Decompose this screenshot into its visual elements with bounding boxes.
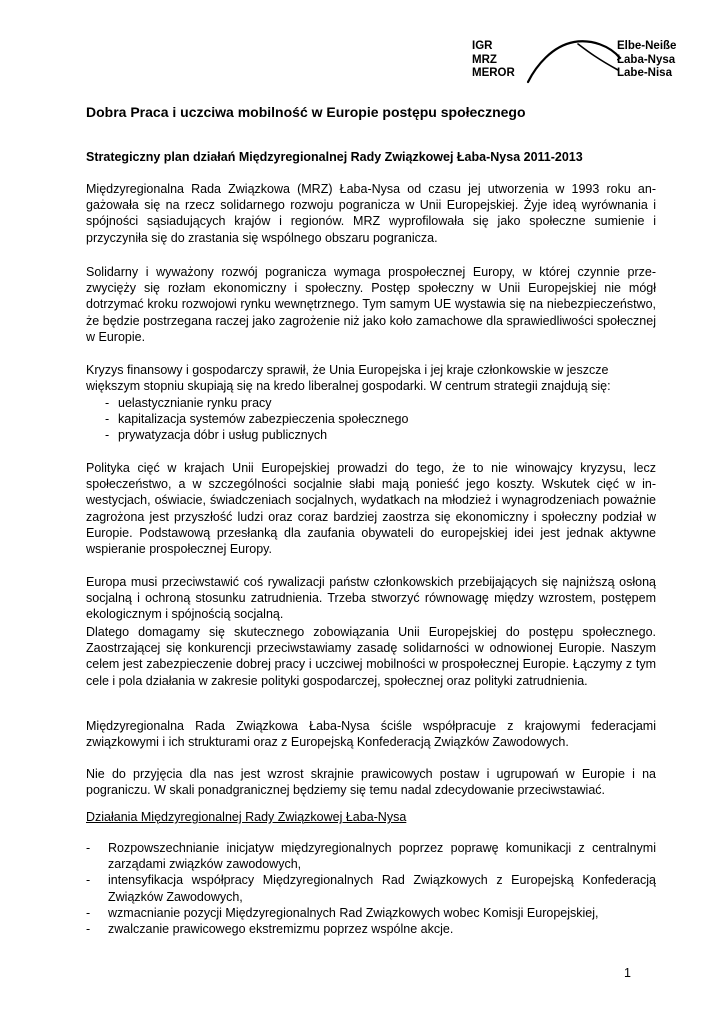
dash-bullet: - [105,396,110,410]
list-item [86,872,656,904]
logo-right-line-2: Łaba-Nysa [617,53,676,66]
list-item-text: intensyfikacja współpracy Międzyregionalnych Rad Związkowych z Europejską Konfederacją Związków Zawodowych, [108,873,656,904]
paragraph-4: Polityka cięć w krajach Unii Europejskiej prowadzi do tego, że to nie winowajcy kryzysu, lecz społeczeństwo, a w szczególności socjalnie słabi mają ponieść jego koszty. Wskutek cięć w inwestycjach, oświacie, świadczeniach socjalnych, wydatkach na młodzież i wynagrodzeniach poważnie zagrożona jest przyszłość ludzi oraz coraz bardziej zaostrza się ekonomiczny i społeczny podział w Europie. Podstawową przesłanką dla zaufania obywateli do europejskiej idei jest jednak aktywne wspieranie prospołecznej Europy. [86,461,656,557]
list-item [86,840,656,872]
paragraph-8: Nie do przyjęcia dla nas jest wzrost skrajnie prawicowych postaw i ugrupowań w Europie i na pograniczu. W skali ponadgranicznej będziemy się temu nadal zdecydowanie przeciwstawiać. [86,767,656,798]
dash-bullet: - [86,873,91,888]
list-item [86,395,656,411]
document-subtitle: Strategiczny plan działań Międzyregionalnej Rady Związkowej Łaba-Nysa 2011-2013 [86,150,583,164]
paragraph-5: Europa musi przeciwstawić coś rywalizacji państw członkowskich przebijających się najniższą osłoną socjalną i ochroną stosunku zatrudnienia. Trzeba stworzyć równowagę między wzrostem, postępem ekologicznym i spójnością socjalną. [86,575,656,622]
dash-bullet: - [86,905,91,920]
document-title: Dobra Praca i uczciwa mobilność w Europie postępu społecznego [86,104,526,120]
dash-bullet: - [86,841,91,855]
logo-left-line-1: IGR [472,40,493,52]
logo-right-line-3: Labe-Nisa [617,67,672,79]
paragraph-3: Kryzys finansowy i gospodarczy sprawił, że Unia Europejska i jej kraje członkowskie w jeszcze większym stopniu skupiają się na kredo liberalnej gospodarki. W centrum strategii znajdują się: [86,363,611,394]
list-item-text: prywatyzacja dóbr i usług publicznych [118,428,328,442]
list-item-text: wzmacnianie pozycji Międzyregionalnych Rad Związkowych wobec Komisji Europejskiej, [108,905,599,920]
list-item-text: zwalczanie prawicowego ekstremizmu poprzez wspólne akcje. [108,922,454,937]
list-item-text: kapitalizacja systemów zabezpieczenia społecznego [118,412,409,426]
list-item [86,427,656,443]
logo-swoosh-icon [522,36,622,88]
paragraph-7: Międzyregionalna Rada Związkowa Łaba-Nysa ściśle współpracuje z krajowymi federacjami związkowymi i ich strukturami oraz z Europejską Konfederacją Związków Zawodowych. [86,719,656,750]
strategy-list [86,395,656,443]
logo-left-text [472,40,515,81]
section-heading: Działania Międzyregionalnej Rady Związkowej Łaba-Nysa [86,810,407,824]
list-item [86,411,656,427]
list-item-text: Rozpowszechnianie inicjatyw międzyregionalnych poprzez poprawę komunikacji z centralnymi zarządami związków zawodowych, [108,841,656,872]
page-number: 1 [624,966,631,980]
list-item-text: uelastycznianie rynku pracy [118,396,272,410]
dash-bullet: - [105,428,110,442]
igr-logo [472,36,684,88]
list-item [86,921,656,937]
list-item [86,905,656,921]
logo-left-line-3: MEROR [472,67,515,79]
logo-right-text [617,40,676,81]
logo-right-line-1: Elbe-Neiße [617,40,677,52]
dash-bullet: - [105,412,110,426]
actions-list [86,840,656,937]
paragraph-2: Solidarny i wyważony rozwój pogranicza wymaga prospołecznej Europy, w której czynnie przezwycięży się rozłam ekonomiczny i społeczny. Postęp społeczny w Unii Europejskiej nie mógł dotrzymać kroku rozwojowi rynku wewnętrznego. Tym samym UE wystawia się na niebezpieczeństwo, że będzie postrzegana raczej jako zagrożenie niż jako koło zamachowe dla sprawiedliwości społecznej w Europie. [86,265,656,344]
paragraph-6: Dlatego domagamy się skutecznego zobowiązania Unii Europejskiej do postępu społecznego. Zaostrzającej się konkurencji przeciwstawiamy zasadę solidarności w odnowionej Europie. Naszym celem jest zabezpieczenie dobrej pracy i uczciwej mobilności w prospołecznej Europie. Łączymy z tym cele i pola działania w zakresie polityki gospodarczej, społecznej oraz polityki zatrudnienia. [86,625,656,688]
paragraph-1: Międzyregionalna Rada Związkowa (MRZ) Łaba-Nysa od czasu jej utworzenia w 1993 roku angażowała się na rzecz solidarnego rozwoju pogranicza w Unii Europejskiej. Żyje ideą wyrównania i spójności sąsiadujących krajów i regionów. MRZ wyprofilowała się jako społeczne sumienie i przyczyniła się do zrastania się wspólnego obszaru pogranicza. [86,182,656,245]
logo-left-line-2: MRZ [472,53,497,66]
dash-bullet: - [86,922,91,937]
